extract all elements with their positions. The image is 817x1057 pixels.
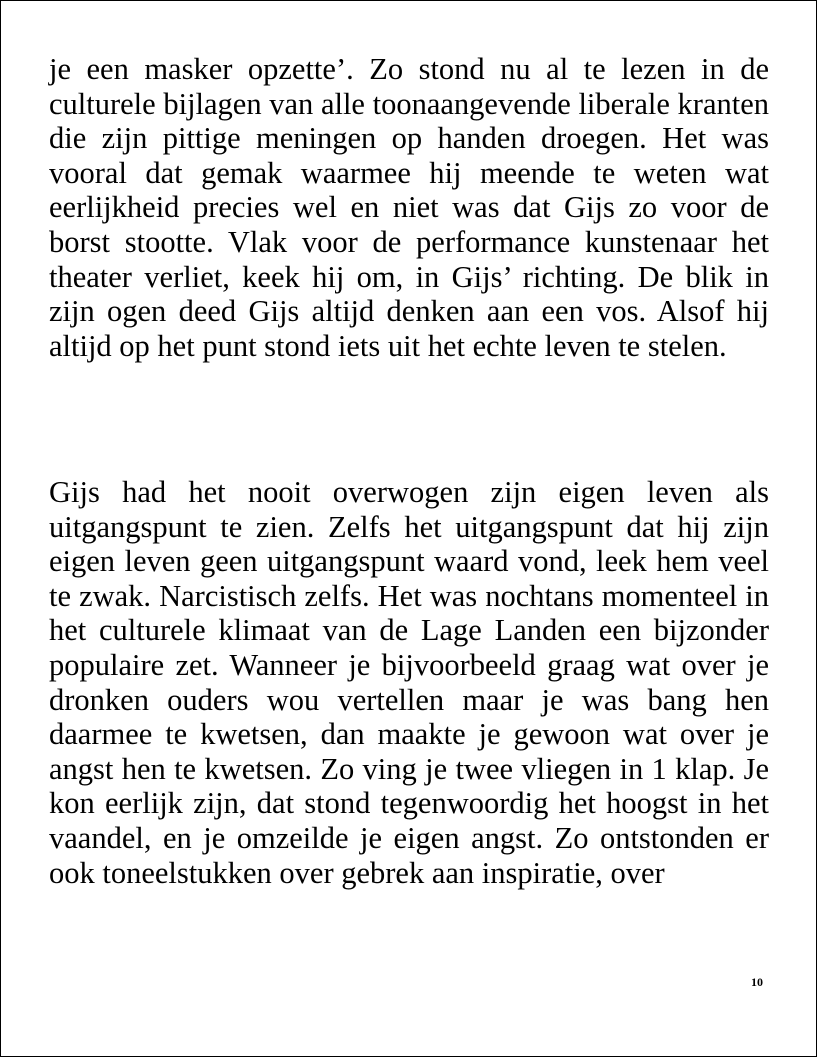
paragraph: je een masker opzette’. Zo stond nu al te lezen in de culturele bijlagen van alle toonaangevende liberale kranten die zijn pittige meningen op handen droegen. Het was vooral dat gemak waarmee hij meende te weten wat eerlijkheid precies wel en niet was dat Gijs zo voor de borst stootte. Vlak voor de performance kunstenaar het theater verliet, keek hij om, in Gijs’ richting. De blik in zijn ogen deed Gijs altijd denken aan een vos. Alsof hij altijd op het punt stond iets uit het echte leven te stelen. — [49, 52, 769, 363]
page-number: 10 — [751, 975, 763, 989]
paragraph: Gijs had het nooit overwogen zijn eigen leven als uitgangspunt te zien. Zelfs het uitgangspunt dat hij zijn eigen leven geen uitgangspunt waard vond, leek hem veel te zwak. Narcistisch zelfs. Het was nochtans momenteel in het culturele klimaat van de Lage Landen een bijzonder populaire zet. Wanneer je bijvoorbeeld graag wat over je dronken ouders wou vertellen maar je was bang hen daarmee te kwetsen, dan maakte je gewoon wat over je angst hen te kwetsen. Zo ving je twee vliegen in 1 klap. Je kon eerlijk zijn, dat stond tegenwoordig het hoogst in het vaandel, en je omzeilde je eigen angst. Zo ontstonden er ook toneelstukken over gebrek aan inspiratie, over — [49, 475, 769, 890]
